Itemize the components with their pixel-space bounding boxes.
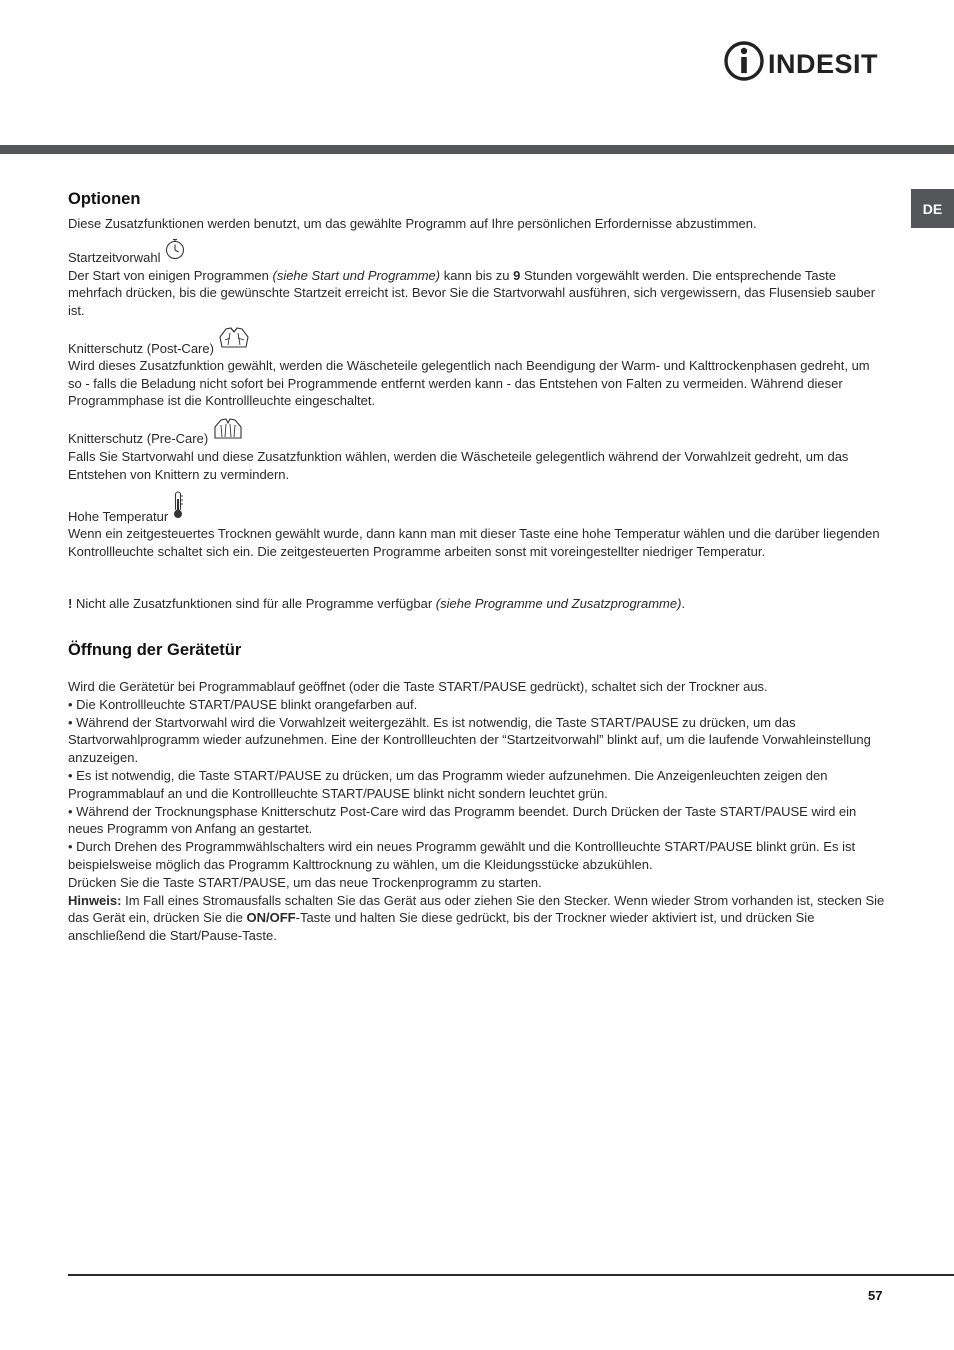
section-title-oeffnung: Öffnung der Gerätetür [68, 641, 242, 660]
paragraph: Wird die Gerätetür bei Programmablauf geöffnet (oder die Taste START/PAUSE gedrückt), schaltet sich der Trockner aus. [68, 679, 768, 695]
page-number: 57 [868, 1288, 883, 1303]
indesit-logo [724, 38, 888, 84]
indesit-logo-mark [724, 38, 888, 84]
footer-rule [68, 1274, 954, 1276]
optionen-intro: Diese Zusatzfunktionen werden benutzt, um das gewählte Programm auf Ihre persönlichen Erfordernisse abzustimmen. [68, 216, 757, 231]
option-description: Der Start von einigen Programmen (siehe Start und Programme) kann bis zu 9 Stunden vorgewählt werden. Die entsprechende Taste mehrfach drücken, bis die gewünschte Startzeit erreicht ist. Bevor Sie die Startvorwahl ausführen, sich vergewissern, das Flusensieb sauber ist. [68, 267, 876, 318]
option-title: Knitterschutz (Post-Care) [68, 340, 214, 356]
option-title: Startzeitvorwahl [68, 249, 161, 265]
hinweis-paragraph: Hinweis: Im Fall eines Stromausfalls schalten Sie das Gerät aus oder ziehen Sie den Stecker. Wenn wieder Strom vorhanden ist, stecken Sie das Gerät ein, drücken Sie die ON/OFF-Taste und halten Sie diese gedrückt, bis der Trockner wieder aktiviert ist, und drücken Sie anschließend die Start/Pause-Taste. [68, 892, 885, 944]
option-title: Knitterschutz (Pre-Care) [68, 431, 209, 447]
timer-icon [164, 238, 186, 265]
post-care-shirt-icon [218, 325, 252, 356]
pre-care-shirt-icon [212, 417, 244, 446]
option-pre-care [68, 424, 886, 483]
main-content [68, 188, 886, 945]
thermometer-icon [172, 491, 184, 524]
bullet-item: • Es ist notwendig, die Taste START/PAUSE zu drücken, um das Programm wieder aufzunehmen. Die Anzeigenleuchten zeigen den Programmablauf an und die Kontrollleuchte START/PAUSE blinkt nicht sondern leuchtet grün. [68, 768, 828, 801]
bullet-item: • Durch Drehen des Programmwählschalters wird ein neues Programm gewählt und die Kontrollleuchte START/PAUSE blinkt grün. Es ist beispielsweise möglich das Programm Kalttrocknung zu wählen, um die Kleidungsstücke abzukühlen. [68, 839, 856, 872]
paragraph: Drücken Sie die Taste START/PAUSE, um das neue Trockenprogramm zu starten. [68, 874, 542, 890]
section-oeffnung [68, 639, 886, 945]
option-hohe-temperatur [68, 497, 886, 560]
availability-note: ! Nicht alle Zusatzfunktionen sind für alle Programme verfügbar (siehe Programme und Zusatzprogramme). [68, 596, 686, 612]
option-description: Wird dieses Zusatzfunktion gewählt, werden die Wäscheteile gelegentlich nach Beendigung der Warm- und Kalttrockenphasen gedreht, um so - falls die Beladung nicht sofort bei Programmende entfernt werden kann - das Entstehen von Falten zu vermeiden. Während dieser Programmphase ist die Kontrollleuchte eingeschaltet. [68, 358, 870, 409]
option-startzeitvorwahl [68, 243, 886, 320]
language-tab: DE [911, 189, 954, 228]
option-description: Falls Sie Startvorwahl und diese Zusatzfunktion wählen, werden die Wäscheteile gelegentlich während der Vorwahlzeit gedreht, um das Entstehen von Knittern zu vermindern. [68, 449, 849, 482]
bullet-item: • Während der Trocknungsphase Knitterschutz Post-Care wird das Programm beendet. Durch Drücken der Taste START/PAUSE wird ein neues Programm von Anfang an gestartet. [68, 803, 857, 837]
oeffnung-body [68, 678, 886, 945]
option-title: Hohe Temperatur [68, 508, 169, 524]
bullet-item: • Die Kontrollleuchte START/PAUSE blinkt orangefarben auf. [68, 696, 418, 712]
bullet-item: • Während der Startvorwahl wird die Vorwahlzeit weitergezählt. Es ist notwendig, die Taste START/PAUSE zu drücken, um das Startvorwahlprogramm wieder aufzunehmen. Eine der Kontrollleuchten der “Startzeitvorwahl” blinkt auf, um die laufende Vorwahleinstellung anzuzeigen. [68, 714, 871, 766]
option-post-care [68, 333, 886, 410]
logo-wordmark: INDESIT [768, 49, 879, 79]
section-title-optionen: Optionen [68, 190, 141, 208]
top-band [0, 145, 954, 154]
option-description: Wenn ein zeitgesteuertes Trocknen gewählt wurde, dann kann man mit dieser Taste eine hohe Temperatur wählen und die darüber liegenden Kontrollleuchte schaltet sich ein. Die zeitgesteuerten Programme arbeiten sonst mit voreingestellter niedriger Temperatur. [68, 526, 880, 559]
